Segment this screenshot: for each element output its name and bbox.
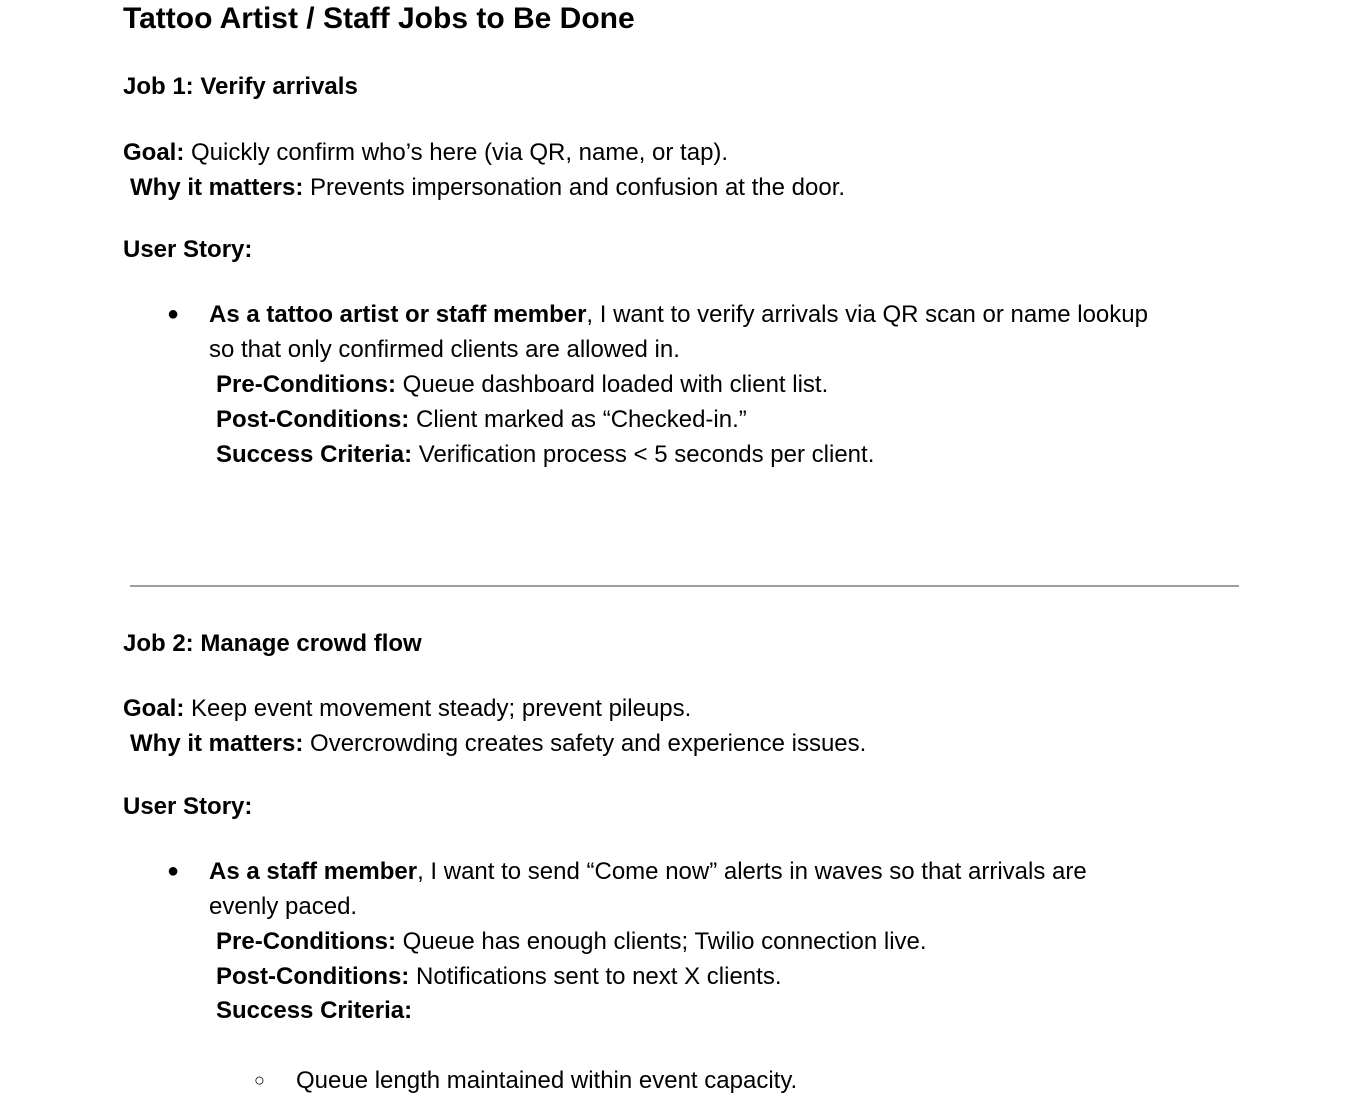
job2-story-bold: As a staff member — [209, 858, 418, 885]
job1-preconditions — [216, 371, 828, 399]
job1-post-text: Client marked as “Checked-in.” — [409, 406, 747, 433]
job2-pre-text: Queue has enough clients; Twilio connection live. — [396, 928, 927, 955]
job1-heading: Job 1: Verify arrivals — [123, 73, 358, 100]
job1-success-text: Verification process < 5 seconds per client. — [412, 441, 875, 468]
job2-goal-text: Keep event movement steady; prevent pileups. — [184, 695, 692, 722]
job1-goal-label: Goal: — [123, 139, 185, 166]
job2-post-label: Post-Conditions: — [216, 963, 410, 990]
job2-success-criteria — [216, 997, 412, 1025]
job2-pre-label: Pre-Conditions: — [216, 928, 396, 955]
job2-why-text: Overcrowding creates safety and experience issues. — [303, 730, 867, 757]
job1-pre-label: Pre-Conditions: — [216, 371, 396, 398]
job1-success-criteria — [216, 441, 874, 469]
job2-post-text: Notifications sent to next X clients. — [409, 963, 782, 990]
page-title: Tattoo Artist / Staff Jobs to Be Done — [123, 2, 635, 35]
job1-goal — [123, 139, 728, 167]
job1-pre-text: Queue dashboard loaded with client list. — [396, 371, 829, 398]
job2-preconditions — [216, 928, 927, 956]
job2-goal — [123, 695, 691, 723]
job2-bullet: ● — [167, 860, 180, 882]
job2-why — [130, 730, 866, 758]
job2-story-text-1: , I want to send “Come now” alerts in waves so that arrivals are — [417, 858, 1087, 885]
job1-story-line-2: so that only confirmed clients are allowed in. — [209, 336, 680, 363]
job1-why-text: Prevents impersonation and confusion at the door. — [303, 174, 846, 201]
section-divider — [130, 585, 1239, 587]
job1-why-label: Why it matters: — [130, 174, 304, 201]
job1-success-label: Success Criteria: — [216, 441, 413, 468]
job1-story-bold: As a tattoo artist or staff member — [209, 301, 587, 328]
job1-story-line-1 — [209, 301, 1148, 329]
job1-story-heading: User Story: — [123, 236, 253, 263]
job2-postconditions — [216, 963, 782, 991]
job1-bullet: ● — [167, 303, 180, 325]
job1-story-text-1: , I want to verify arrivals via QR scan or name lookup — [586, 301, 1148, 328]
job2-story-line-1 — [209, 858, 1087, 886]
job2-story-line-2: evenly paced. — [209, 893, 358, 920]
job2-sub-bullet: ○ — [254, 1070, 265, 1090]
job1-post-label: Post-Conditions: — [216, 406, 410, 433]
job1-postconditions — [216, 406, 747, 434]
job2-why-label: Why it matters: — [130, 730, 304, 757]
job2-success-label: Success Criteria: — [216, 997, 413, 1024]
job1-why — [130, 174, 845, 202]
job2-success-item: Queue length maintained within event capacity. — [296, 1067, 798, 1094]
job2-heading: Job 2: Manage crowd flow — [123, 630, 422, 657]
job2-story-heading: User Story: — [123, 793, 253, 820]
job2-goal-label: Goal: — [123, 695, 185, 722]
job1-goal-text: Quickly confirm who’s here (via QR, name, or tap). — [184, 139, 729, 166]
